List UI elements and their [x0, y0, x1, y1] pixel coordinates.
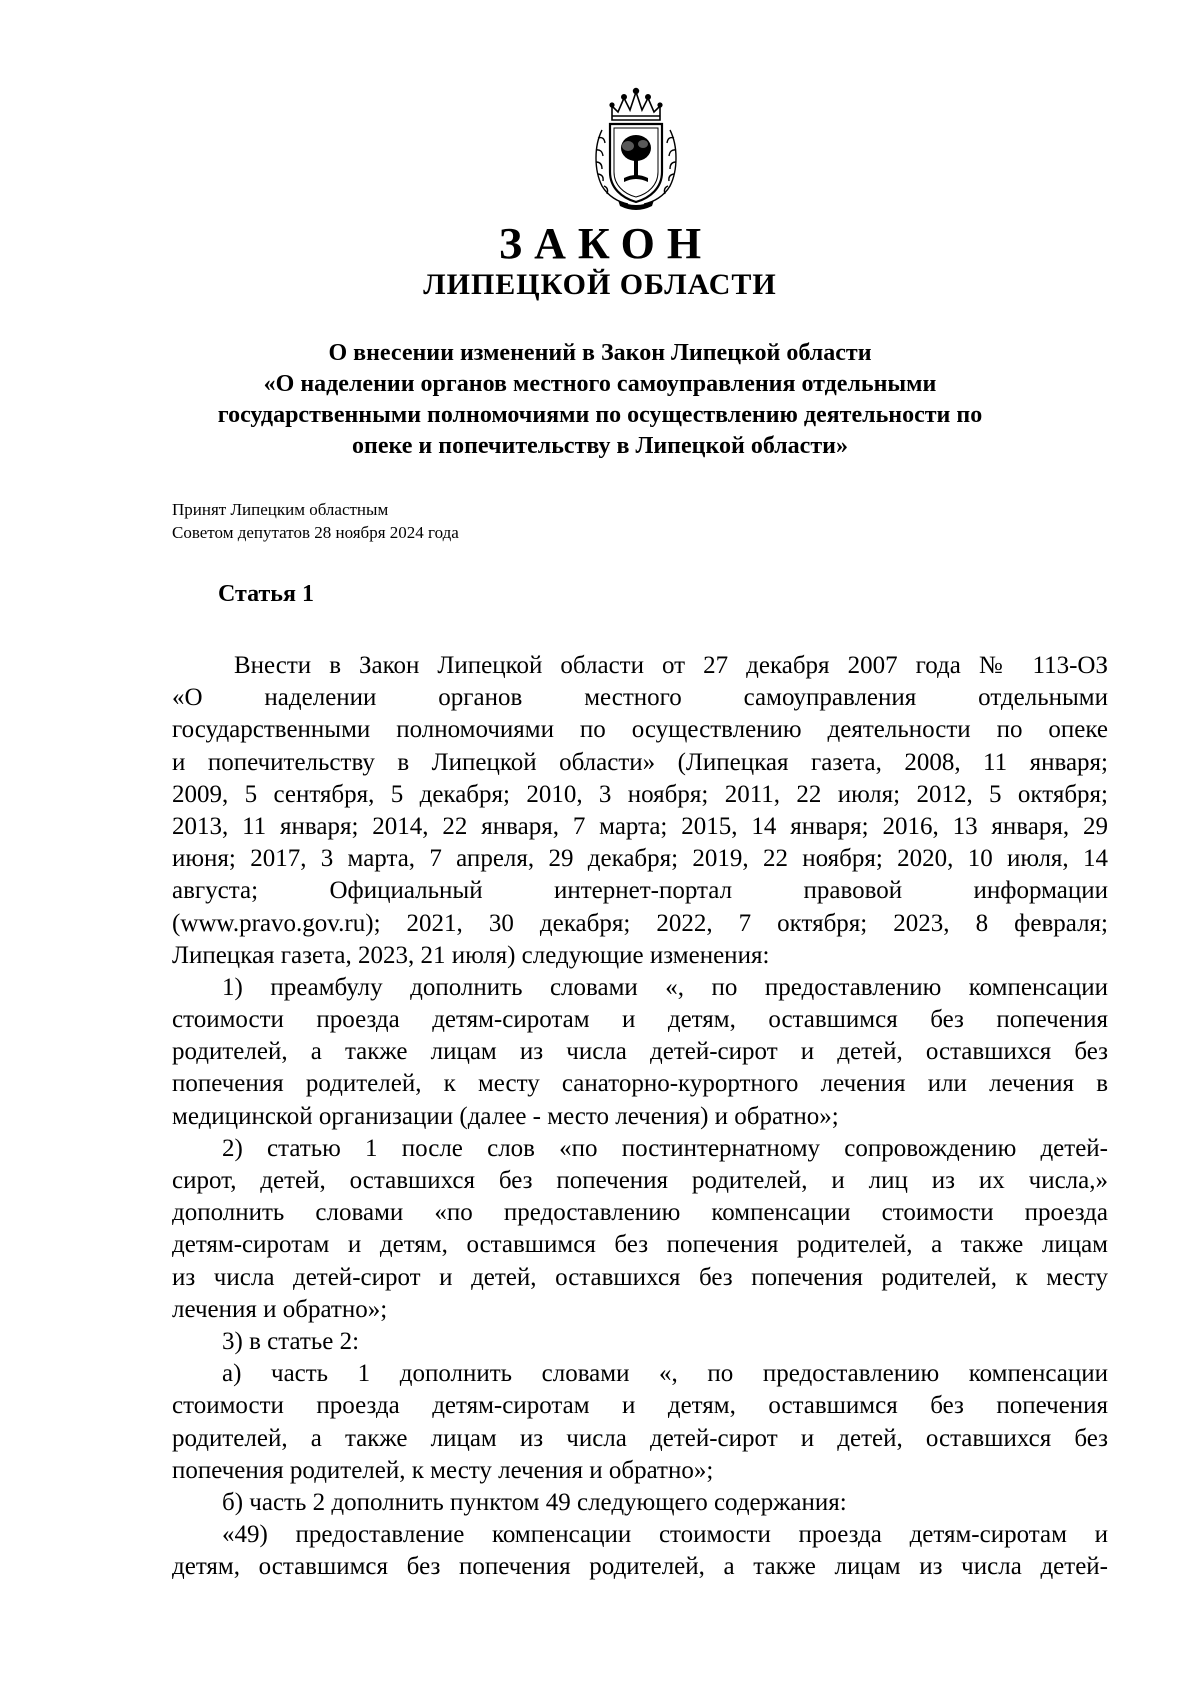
body-line: (www.pravo.gov.ru); 2021, 30 декабря; 2022, 7 октября; 2023, 8 февраля;: [172, 909, 1108, 937]
body-line: Липецкая газета, 2023, 21 июля) следующие изменения:: [172, 941, 770, 969]
law-region: ЛИПЕЦКОЙ ОБЛАСТИ: [423, 268, 777, 301]
subject-line: опеке и попечительству в Липецкой области»: [352, 433, 848, 459]
article-heading: Статья 1: [218, 581, 314, 607]
body-line: 2009, 5 сентября, 5 декабря; 2010, 3 ноября; 2011, 22 июля; 2012, 5 октября;: [172, 780, 1108, 808]
body-line: «О наделении органов местного самоуправления отдельными: [172, 684, 1108, 712]
body-line: попечения родителей, к месту санаторно-курортного лечения или лечения в: [172, 1070, 1108, 1098]
law-title: ЗАКОН: [498, 219, 714, 268]
body-line: 2013, 11 января; 2014, 22 января, 7 марта; 2015, 14 января; 2016, 13 января, 29: [172, 812, 1108, 840]
body-line: медицинской организации (далее - место лечения) и обратно»;: [172, 1102, 839, 1130]
body-line: и попечительству в Липецкой области» (Липецкая газета, 2008, 11 января;: [172, 748, 1108, 776]
body-line: дополнить словами «по предоставлению компенсации стоимости проезда: [172, 1199, 1108, 1227]
body-line: Внести в Закон Липецкой области от 27 декабря 2007 года № 113-ОЗ: [234, 652, 1108, 679]
body-line: а) часть 1 дополнить словами «, по предоставлению компенсации: [222, 1360, 1108, 1388]
body-line: 2) статью 1 после слов «по постинтернатному сопровождению детей-: [222, 1134, 1108, 1162]
body-line: родителей, а также лицам из числа детей-сирот и детей, оставшихся без: [172, 1424, 1108, 1452]
body-line: июня; 2017, 3 марта, 7 апреля, 29 декабря; 2019, 22 ноября; 2020, 10 июля, 14: [172, 845, 1108, 873]
body-line: из числа детей-сирот и детей, оставшихся без попечения родителей, к месту: [172, 1263, 1108, 1291]
body-line: лечения и обратно»;: [172, 1295, 388, 1323]
subject-line: «О наделении органов местного самоуправления отдельными: [263, 371, 937, 397]
body-line: детям, оставшимся без попечения родителей, а также лицам из числа детей-: [172, 1553, 1108, 1581]
adoption-line: Принят Липецким областным: [172, 500, 389, 519]
adoption-note: [172, 498, 459, 544]
body-line: родителей, а также лицам из числа детей-сирот и детей, оставшихся без: [172, 1038, 1108, 1066]
body-line: стоимости проезда детям-сиротам и детям, оставшимся без попечения: [172, 1392, 1108, 1420]
body-line: сирот, детей, оставшихся без попечения родителей, и лиц из их числа,»: [172, 1167, 1108, 1194]
body-line: попечения родителей, к месту лечения и обратно»;: [172, 1456, 714, 1484]
article-body: [172, 650, 1108, 1583]
body-line: 3) в статье 2:: [222, 1327, 360, 1355]
body-line: 1) преамбулу дополнить словами «, по предоставлению компенсации: [222, 973, 1108, 1001]
subject-line: О внесении изменений в Закон Липецкой области: [328, 340, 872, 366]
adoption-line: Советом депутатов 28 ноября 2024 года: [172, 523, 459, 542]
body-line: августа; Официальный интернет-портал правовой информации: [172, 877, 1108, 905]
law-subject: [150, 338, 1050, 462]
body-line: б) часть 2 дополнить пунктом 49 следующего содержания:: [222, 1488, 847, 1516]
body-line: «49) предоставление компенсации стоимости проезда детям-сиротам и: [222, 1521, 1108, 1549]
body-line: государственными полномочиями по осуществлению деятельности по опеке: [172, 716, 1108, 744]
subject-line: государственными полномочиями по осуществлению деятельности по: [217, 402, 983, 428]
coat-of-arms-emblem: [588, 86, 684, 214]
body-line: стоимости проезда детям-сиротам и детям, оставшимся без попечения: [172, 1006, 1108, 1034]
body-line: детям-сиротам и детям, оставшимся без попечения родителей, а также лицам: [172, 1231, 1108, 1259]
